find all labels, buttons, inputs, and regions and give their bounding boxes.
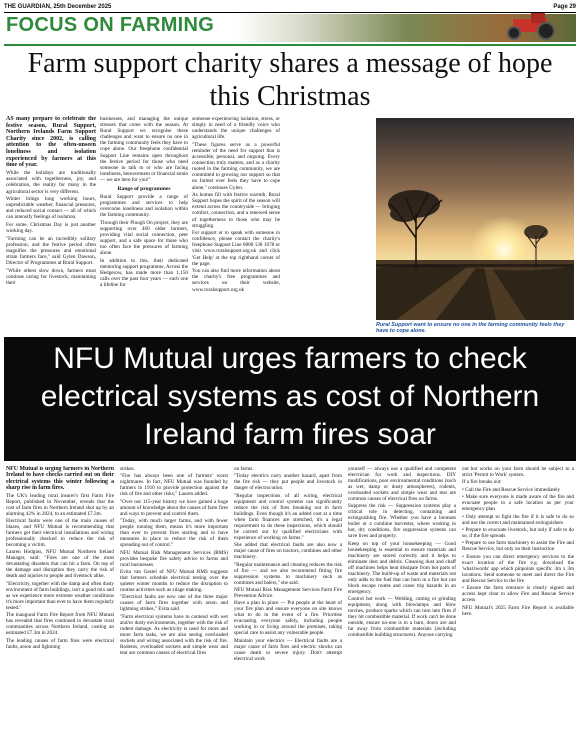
story1-paragraph: Through their Plough On project, they are supporting over 460 older farmers, providing vital social connection, peer support, and a safe space for those who too often face the pressures of farming alone. <box>100 219 188 256</box>
story2-list-item: • Only attempt to fight the fire if it is safe to do so and use the correct and maintained extinguishers <box>462 513 574 526</box>
story2-paragraph: "Regular maintenance and cleaning reduces the risk of fire — and we also recommend fitting fire suppression systems to machinery such as combines and balers," she said. <box>234 561 342 586</box>
story1-column-3 <box>192 116 280 334</box>
story1-headline: Farm support charity shares a message of hope this Christmas <box>27 48 553 112</box>
story2-paragraph: The inaugural Farm Fire Report from NFU Mutual has revealed that fires continued to devastate rural communities across Northern Ireland, costing an estimated £7.3m in 2024. <box>6 612 114 637</box>
masthead-top-line <box>4 2 576 12</box>
story2-list-item: • Call the Fire and Rescue Service immediately <box>462 486 561 493</box>
masthead-rule <box>4 12 576 13</box>
story1-column-1 <box>6 116 96 334</box>
story2-paragraph: Evita van Gestel of NFU Mutual RMS suggests that farmers schedule electrical testing over the quieter winter months to reduce the disruption to routine activities such as silage making. <box>120 568 228 593</box>
story2-column-3 <box>234 466 342 732</box>
story2-paragraph: NFU Mutual Risk Management Services Farm Fire Prevention Advice <box>234 586 342 599</box>
story2-paragraph: yourself — always use a qualified and competent electrician for work and inspections. DIY modifications, poor environmental conditions (such as wet, damp or dusty atmospheres), rodents, overloaded sockets and simple wear and tear are common causes of electrical fires on farms. <box>348 466 456 502</box>
story1-paragraph: Winter brings long working hours, unpredictable weather, financial pressures, and reduced social contact — all of which can intensify feelings of isolation. <box>6 196 96 221</box>
story2-paragraph: "Fire has always been one of farmers' worst nightmares. In fact, NFU Mutual was founded by farmers in 1910 to provide protection against the risk of fire and other risks," Lauren added. <box>120 473 228 498</box>
photo-caption: Rural Support want to ensure no one in the farming community feels they have to cope alone. <box>376 322 565 335</box>
story2-list-item: • Ensure the farm entrance is clearly signed and access kept clear to allow Fire and Rescue Service access <box>462 585 574 604</box>
story2-paragraph: Control hot work — Welding, cutting or grinding equipment, along with blowlamps and blow torches, produce sparks which can turn into fires if they hit combustible material. If work can't be done outside, ensure no-one is in a barn, doors are and far away from combustible materials (including combustible building structures). Anyone carrying <box>348 596 456 639</box>
story2-paragraph: out hot works on your farm should be subject to a strict 'Permit to Work' system. <box>462 466 574 478</box>
story2-column-5 <box>462 466 574 732</box>
story1-paragraph: "These figures serve as a powerful reminder of the need for support that is accessible, personal, and ongoing. Every connection truly matters, and as a charity rooted in the farming community, we are committed to growing our support so that no farmer ever feels they have to cope alone," continues Gylen. <box>192 141 280 191</box>
story2-list-item: • Prepare to use farm machinery to assist the Fire and Rescue Service, but only on their instruction <box>462 540 574 553</box>
story2-paragraph: "Today electrics carry another hazard, apart from the fire risk — they put people and livestock in danger of electrocution. <box>234 473 342 492</box>
story2-paragraph: "Over our 115-year history we have gained a huge amount of knowledge about the causes of farm fires and ways to prevent and control them. <box>120 498 228 517</box>
story2-paragraph: The leading causes of farm fires were electrical faults, arson and lightning <box>6 637 114 650</box>
story2-paragraph: "Today, with much larger farms, and with fewer people running them, means it's more important than ever to prevent fires starting and to have measures in place to reduce the risk of them spreading out of control." <box>120 518 228 549</box>
story2-paragraph: strikes. <box>120 466 135 472</box>
story1-paragraph: For support or to speak with someone in confidence, please contact the charity's freephone Support Line 0800 138 1678 or visit www.ruralsupport.org.uk and click 'Get Help' at the top righthand corner of the page. <box>192 230 280 267</box>
story1-lead-paragraph: AS many prepare to celebrate the festive season, Rural Support, Northern Irelands Farm Support Charity since 2002, is calling attention to the often-unseen loneliness and isolation experienced by farmers at this time of year. <box>6 116 96 169</box>
story2-paragraph: Maintain your electrics — Electrical faults are a major cause of farm fires and electric shocks can cause death or severe injury. Don't attempt electrical work <box>234 637 342 662</box>
story1-paragraph: You can also find more information about the charity's free programmes and services on their website, www.ruralsupport.org.uk <box>192 268 280 293</box>
story2-paragraph: "Electricity, together with the damp and often dusty environment of farm buildings, isn't a good mix and as we experience more extreme weather conditions it's more important than ever to have them regularly tested." <box>6 580 114 611</box>
story2-column-4 <box>348 466 456 732</box>
story2-paragraph: NFU Mutual Risk Management Services (RMS) provides bespoke fire safety advice to farms and rural businesses. <box>120 549 228 568</box>
story2-paragraph: Keep on top of your housekeeping — Good housekeeping is essential to ensure materials and machinery are stored correctly and it helps to eliminate dust and debris. Cleaning dust and chaff off machines helps heat dissipate from hot parts of machinery. The build-up of waste and materials not only adds to the fuel that can burn in a fire but can block escape routes and cause trip hazards in an emergency. <box>348 540 456 595</box>
story2-paragraph: "Regular inspections of all wiring, electrical equipment and control systems can significantly reduce the risk of fires breaking out in farm buildings. Even though it's an added cost at a time when farm finances are stretched, it's a legal requirement to do these inspections, which should be carried out by qualified electricians with experience of working on farms." <box>234 492 342 541</box>
sunset-field-photo <box>376 118 574 320</box>
story1-paragraph: someone experiencing isolation, stress, or simply in need of a friendly voice who understands the unique challenges of agricultural life. <box>192 116 280 141</box>
story2-headline: NFU Mutual urges farmers to check electrical systems as cost of Northern Ireland farm fires soar <box>40 342 540 451</box>
story1-subhead: Range of programmes <box>117 186 171 193</box>
story1-paragraph: businesses, and managing the unique stresses that come with the season. At Rural Support we recognise these challenges and want to ensure no one in the farming community feels they have to cope alone. Our freephone confidential Support Line remains open throughout the festive period for those who need someone to talk to or who are facing loneliness, bereavement or financial strain — we are here for you!" <box>100 116 188 183</box>
section-rule <box>4 44 576 46</box>
story2-list-item: • Ensure you can direct emergency services to the exact location of the fire e.g. download the 'what3words' app which pinpoints specific 3m x 3m locations. Send someone to meet and direct the Fire and Rescue Service to the fire <box>462 553 574 584</box>
story2-column-2 <box>120 466 228 732</box>
story2-list-item: • Make sure everyone is made aware of the fire and evacuate people to a safe location as per your emergency plan <box>462 494 574 513</box>
story2-paragraph: NFU Mutual's 2025 Farm Fire Report is available here. <box>462 604 574 617</box>
story1-paragraph: "Farming can be an incredibly solitary profession, and the festive period often magnifies the pressures and emotional strain farmers face," said Gylen Dawson, Director of Programmes at Rural Support. <box>6 235 96 267</box>
story1-paragraph: As homes fill with festive warmth, Rural Support hopes the spirit of the season will extend across the countryside — bringing comfort, connection, and a renewed sense of togetherness to those who may be struggling. <box>192 192 280 229</box>
story2-paragraph: If a fire breaks out: <box>462 479 502 486</box>
story2-paragraph: She added that electrical faults are also now a major cause of fires on tractors, combines and other machinery. <box>234 542 342 561</box>
masthead-publication-date: THE GUARDIAN, 25th December 2025 <box>4 4 112 10</box>
story2-paragraph: Electrical faults were one of the main causes of blazes, and NFU Mutual is recommending that farmers get their electrical installations and wiring professionally checked to reduce the risk of becoming a victim. <box>6 517 114 548</box>
story2-paragraph: Suppress the risk — Suppression systems play a critical role in detecting, containing and extinguishing fire. Whether you have a biomass boiler or a combine harvester, where working in hot, dry conditions, fire suppression systems can save lives and property. <box>348 503 456 540</box>
story2-paragraph: The UK's leading rural insurer's first Farm Fire Report, published in November, reveals that the cost of farm fires in Northern Ireland shot up by an alarming 42% in 2024, to an estimated £7.3m. <box>6 492 114 517</box>
story1-paragraph: Rural Support provide a range of programmes and services to help overcome loneliness and isolation within the farming community. <box>100 193 188 218</box>
masthead <box>0 0 580 46</box>
story2-body <box>6 466 574 732</box>
story2-lead-paragraph: NFU Mutual is urging farmers in Northern Ireland to have checks carried out on their electrical systems this winter following a sharp rise in farm fires. <box>6 466 114 491</box>
masthead-page-number: Page 29 <box>553 4 576 10</box>
story1-body <box>6 116 374 334</box>
story2-list-item: • Prepare to evacuate livestock, but only if safe to do so, if the fire spreads <box>462 526 574 539</box>
story1-paragraph: In addition to this, their dedicated mentoring support programme, Across the Hedgerow, has made more than 1,150 calls over the past four years — each one a lifeline for <box>100 257 188 288</box>
tractor-icon <box>505 17 560 39</box>
story2-column-1 <box>6 466 114 732</box>
story1-paragraph: While the holidays are traditionally associated with togetherness, joy, and celebration, the reality for many in the agricultural sector is very different. <box>6 170 96 195</box>
story1-paragraph: "While others slow down, farmers must continue caring for livestock, maintaining their <box>6 267 96 286</box>
story2-paragraph: Have a plan in place — Put people at the heart of your fire plan and ensure everyone on site knows what to do in the event of a fire. Prioritise evacuating everyone safely, including people working in or living around the premises, taking special care to assist any vulnerable people. <box>234 600 342 637</box>
story2-paragraph: "Electrical faults are now one of the three major causes of farm fires together with arson and lightning strikes," Evita said. <box>120 594 228 613</box>
story2-paragraph: Lauren Hodgins, NFU Mutual Northern Ireland Manager, said: "Fires are one of the most devastating disasters that can hit a farm. On top of the damage and disruption they carry the risk of death and injuries to people and livestock alike. <box>6 549 114 580</box>
story1-paragraph: For some, Christmas Day is just another working day. <box>6 222 96 235</box>
story2-paragraph: on farms. <box>234 466 254 472</box>
story1-column-2 <box>100 116 188 334</box>
story2-paragraph: "Farm electrical systems have to contend with wet and/or dusty environments, together with the risk of rodent damage. As electricity is used for more and more farm tasks, we are also seeing overloaded sockets and wiring associated with the risk of fire. Rodents, overloaded sockets and simple wear and tear are common causes of electrical fires <box>120 613 228 656</box>
section-title: FOCUS ON FARMING <box>6 14 215 36</box>
